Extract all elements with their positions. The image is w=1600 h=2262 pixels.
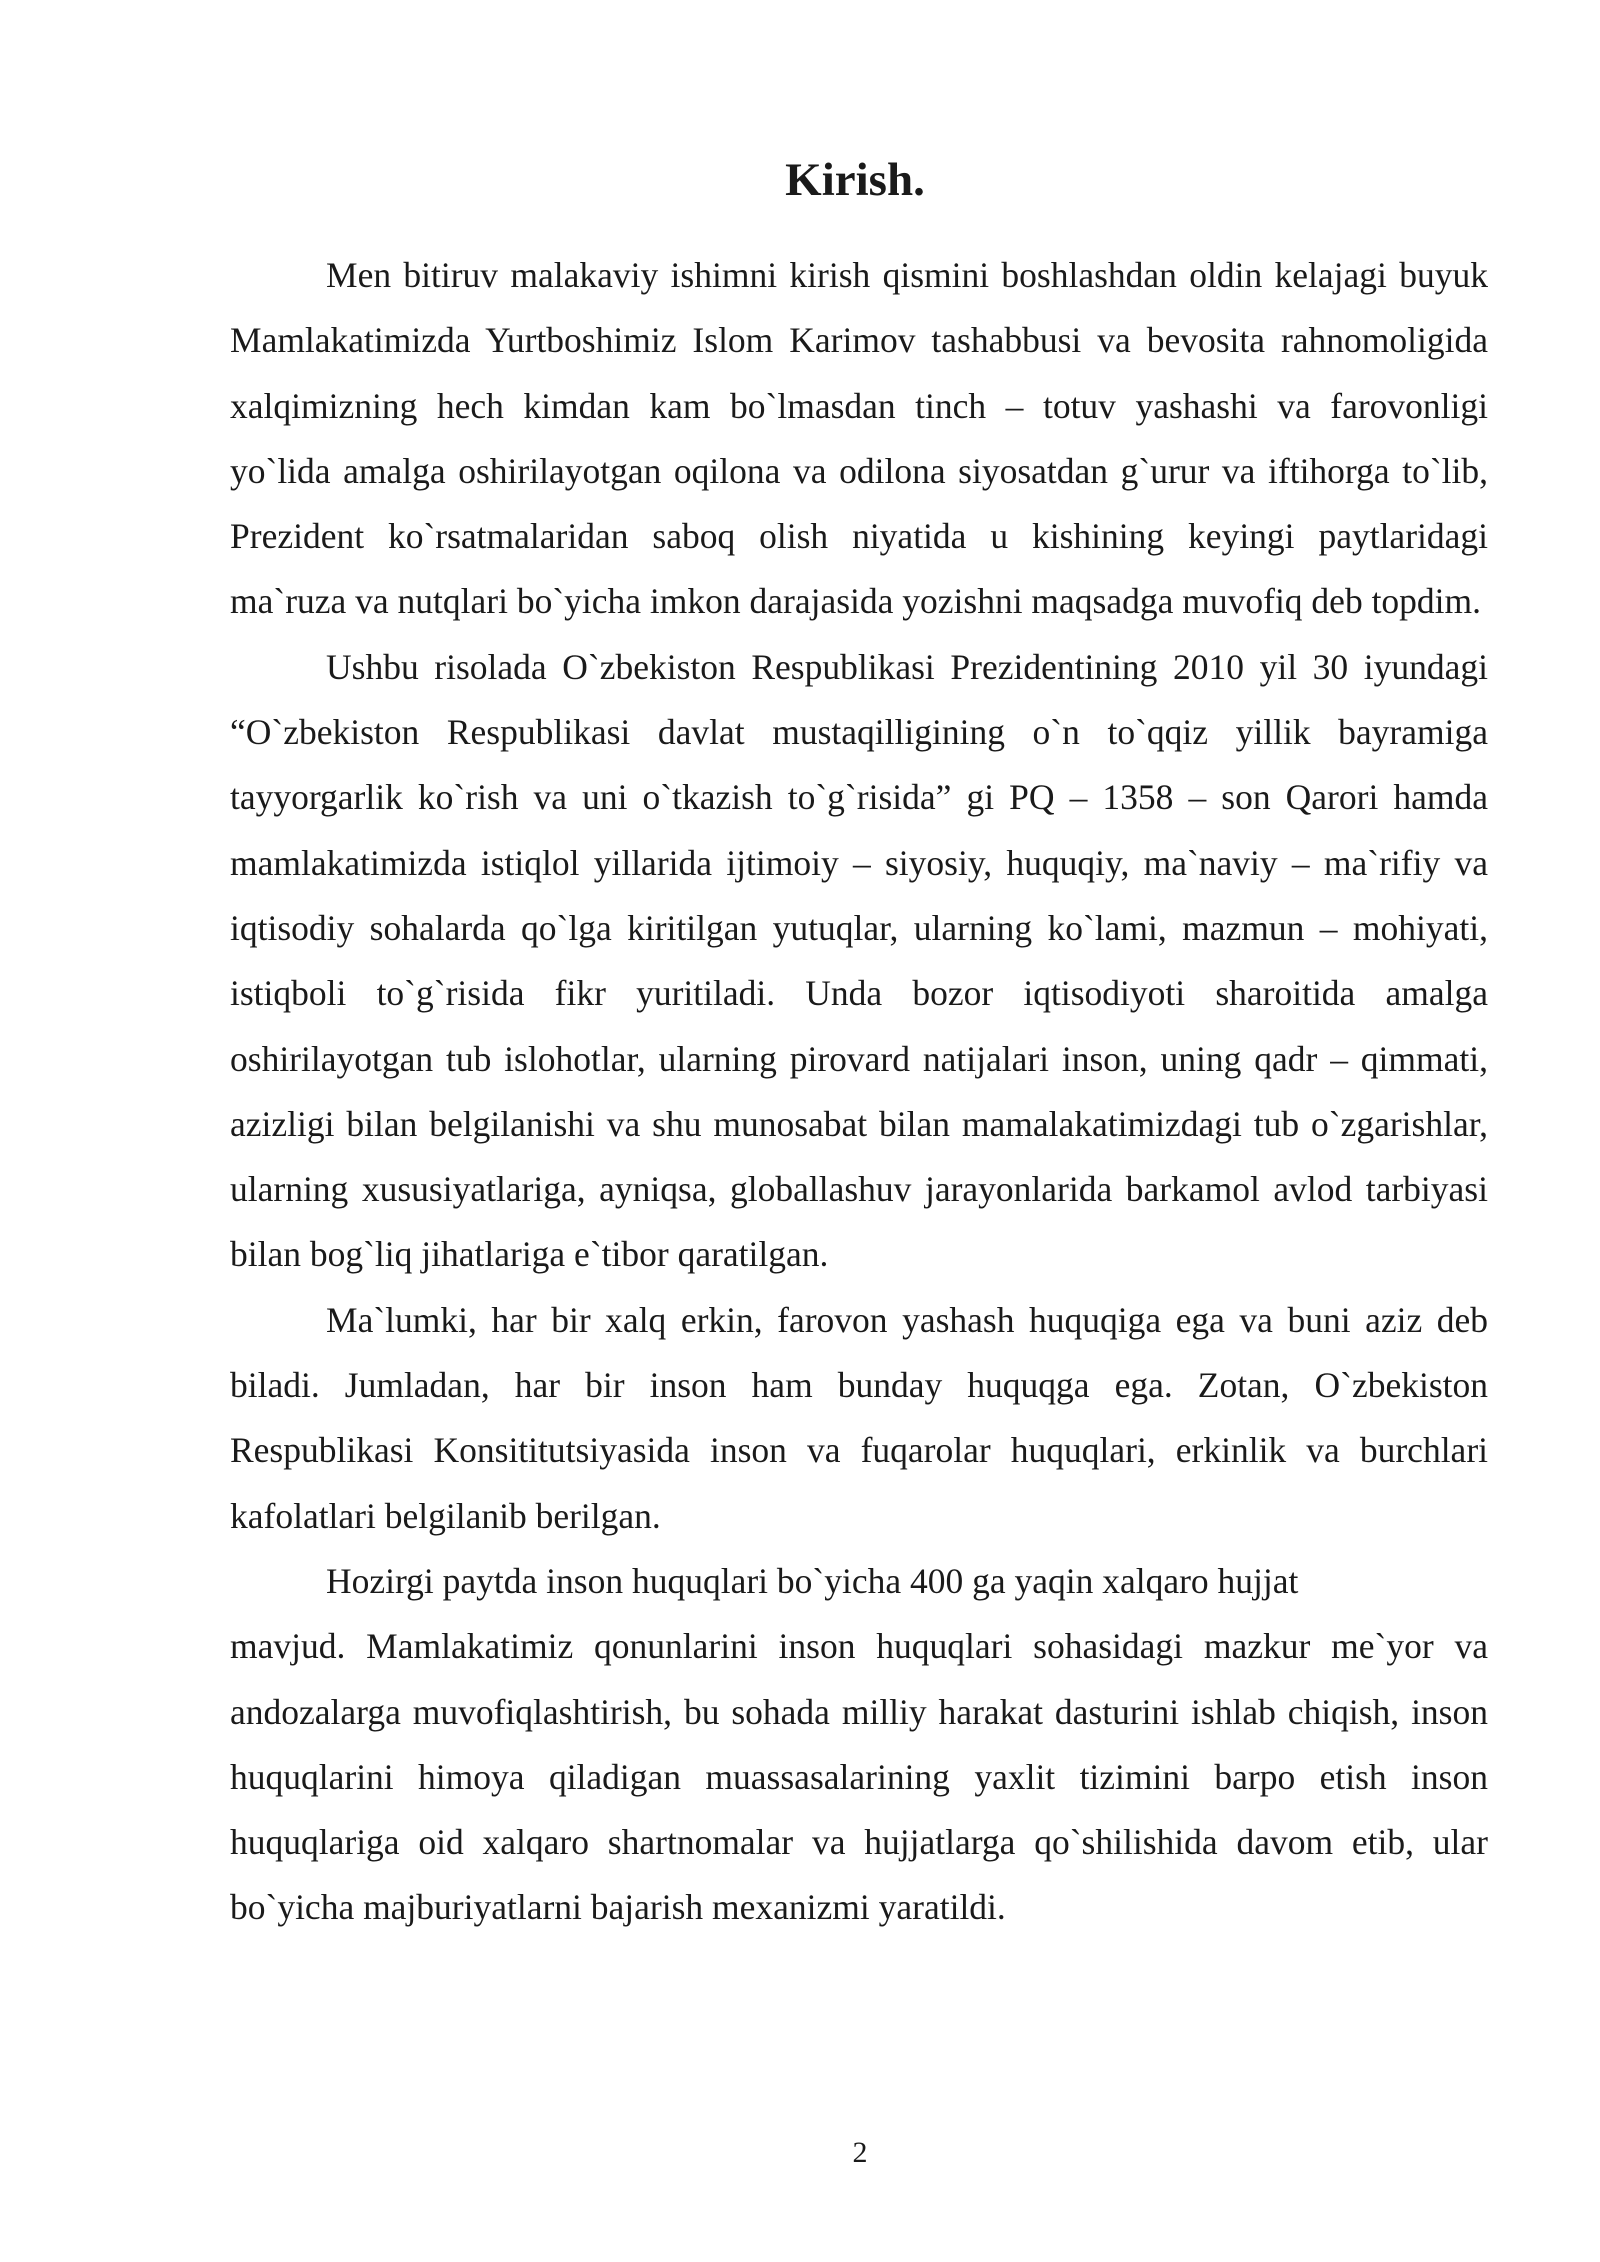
paragraph-malumki: Ma`lumki, har bir xalq erkin, farovon yashash huquqiga ega va buni aziz deb biladi. Jumladan, har bir inson ham bunday huquqga ega. Zotan, O`zbekiston Respublikasi Konsititutsiyasida inson va fuqarolar huquqlari, erkinlik va burchlari kafolatlari belgilanib berilgan.	[230, 1299, 1488, 1536]
page-number: 2	[852, 2136, 868, 2169]
paragraph-risola: Ushbu risolada O`zbekiston Respublikasi Prezidentining 2010 yil 30 iyundagi “O`zbekiston Respublikasi davlat mustaqilligining o`n to`qqiz yillik bayramiga tayyorgarlik ko`rish va uni o`tkazish to`g`risida” gi PQ – 1358 – son Qarori hamda mamlakatimizda istiqlol yillarida ijtimoiy – siyosiy, huquqiy, ma`naviy – ma`rifiy va iqtisodiy sohalarda qo`lga kiritilgan yutuqlar, ularning ko`lami, mazmun – mohiyati, istiqboli to`g`risida fikr yuritiladi. Unda bozor iqtisodiyoti sharoitida amalga oshirilayotgan tub islohotlar, ularning pirovard natijalari inson, uning qadr – qimmati, azizligi bilan belgilanishi va shu munosabat bilan mamalakatimizdagi tub o`zgarishlar, ularning xususiyatlariga, ayniqsa, globallashuv jarayonlarida barkamol avlod tarbiyasi bilan bog`liq jihatlariga e`tibor qaratilgan.	[230, 646, 1488, 1275]
paragraph-intro: Men bitiruv malakaviy ishimni kirish qismini boshlashdan oldin kelajagi buyuk Mamlakatimizda Yurtboshimiz Islom Karimov tashabbusi va bevosita rahnomoligida xalqimizning hech kimdan kam bo`lmasdan tinch – totuv yashashi va farovonligi yo`lida amalga oshirilayotgan oqilona va odilona siyosatdan g`urur va iftihorga to`lib, Prezident ko`rsatmalaridan saboq olish niyatida u kishining keyingi paytlaridagi ma`ruza va nutqlari bo`yicha imkon darajasida yozishni maqsadga muvofiq deb topdim.	[230, 255, 1488, 622]
document-body	[230, 243, 1488, 1941]
page-title: Kirish.	[785, 154, 925, 206]
paragraph-hozirgi: Hozirgi paytda inson huquqlari bo`yicha 400 ga yaqin xalqaro hujjat	[326, 1560, 1299, 1601]
paragraph-mavjud: mavjud. Mamlakatimiz qonunlarini inson huquqlari sohasidagi mazkur me`yor va andozalarga muvofiqlashtirish, bu sohada milliy harakat dasturini ishlab chiqish, inson huquqlarini himoya qiladigan muassasalarining yaxlit tizimini barpo etish inson huquqlariga oid xalqaro shartnomalar va hujjatlarga qo`shilishida davom etib, ular bo`yicha majburiyatlarni bajarish mexanizmi yaratildi.	[230, 1626, 1488, 1928]
